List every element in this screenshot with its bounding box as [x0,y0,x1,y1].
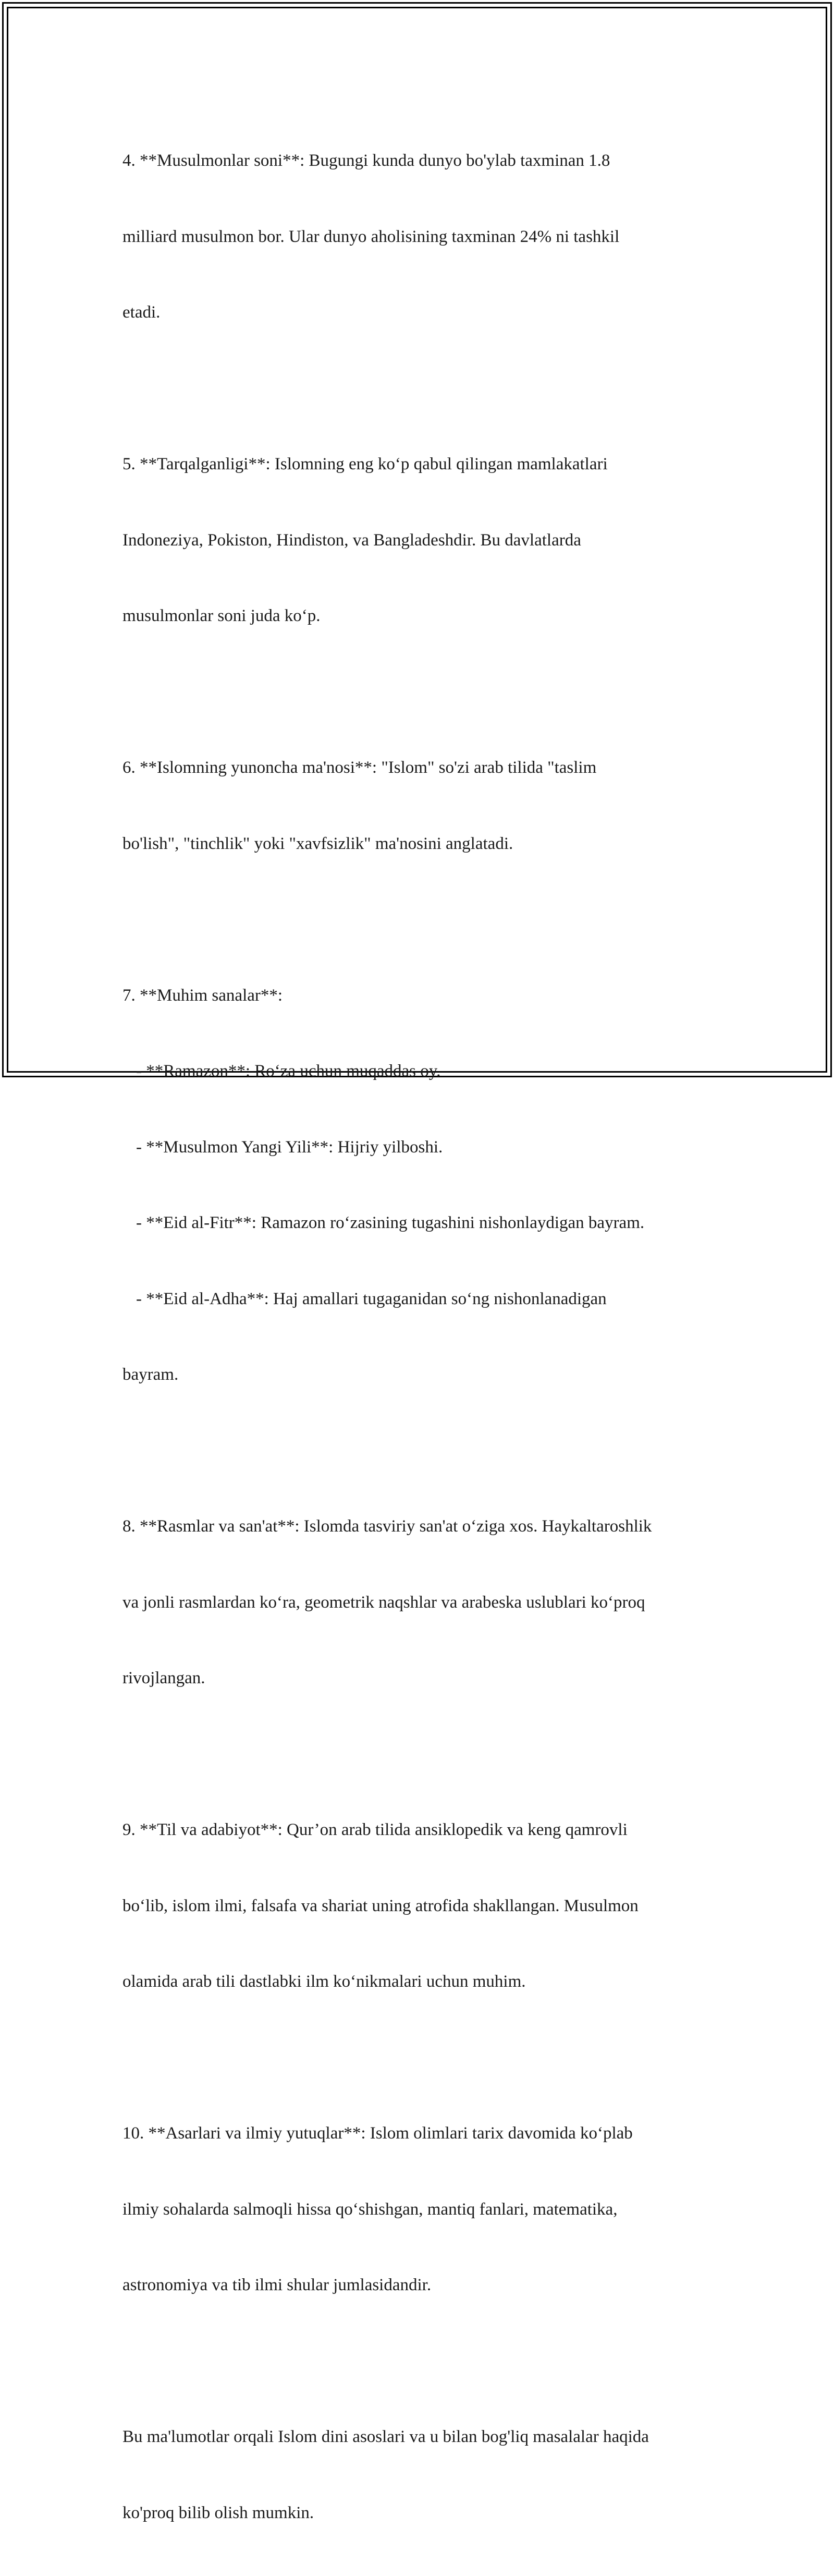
text-line: 9. **Til va adabiyot**: Qur’on arab tilida ansiklopedik va keng qamrovli [122,1820,628,1839]
text-line: bo'lish", "tinchlik" yoki "xavfsizlik" ma'nosini anglatadi. [122,834,513,853]
paragraph-distribution [122,401,722,679]
paragraph-art [122,1463,722,1742]
paragraph-conclusion [122,2374,722,2576]
text-line: bayram. [122,1365,179,1384]
text-line: va jonli rasmlardan ko‘ra, geometrik naqshlar va arabeska uslublari ko‘proq [122,1593,645,1612]
paragraph-scientific-achievements [122,2070,722,2349]
list-item: - **Eid al-Adha**: Haj amallari tugaganidan so‘ng nishonlanadigan [136,1289,607,1308]
text-line: milliard musulmon bor. Ular dunyo aholisining taxminan 24% ni tashkil [122,227,620,246]
document-body [122,98,722,2576]
text-line: Indoneziya, Pokiston, Hindiston, va Bangladeshdir. Bu davlatlarda [122,530,581,550]
text-line: 8. **Rasmlar va san'at**: Islomda tasviriy san'at o‘ziga xos. Haykaltaroshlik [122,1517,652,1536]
paragraph-language-literature [122,1767,722,2045]
paragraph-important-dates [122,932,722,1438]
list-item: - **Eid al-Fitr**: Ramazon ro‘zasining tugashini nishonlaydigan bayram. [136,1213,645,1232]
text-line: ko'proq bilib olish mumkin. [122,2503,314,2522]
text-line: 6. **Islomning yunoncha ma'nosi**: "Islom" so'zi arab tilida "taslim [122,758,597,777]
text-line: 4. **Musulmonlar soni**: Bugungi kunda dunyo bo'ylab taxminan 1.8 [122,151,610,170]
text-line: 10. **Asarlari va ilmiy yutuqlar**: Islom olimlari tarix davomida ko‘plab [122,2124,633,2143]
list-item: - **Musulmon Yangi Yili**: Hijriy yilboshi. [136,1137,443,1157]
list-heading: 7. **Muhim sanalar**: [122,986,283,1005]
text-line: rivojlangan. [122,1669,205,1687]
text-line: astronomiya va tib ilmi shular jumlasidandir. [122,2276,432,2294]
text-line: musulmonlar soni juda ko‘p. [122,606,321,625]
text-line: etadi. [122,303,161,322]
text-line: ilmiy sohalarda salmoqli hissa qo‘shishgan, mantiq fanlari, matematika, [122,2200,618,2219]
paragraph-muslim-population [122,98,722,376]
text-line: olamida arab tili dastlabki ilm ko‘nikmalari uchun muhim. [122,1972,526,1991]
text-line: Bu ma'lumotlar orqali Islom dini asoslari va u bilan bog'liq masalalar haqida [122,2427,649,2446]
text-line: bo‘lib, islom ilmi, falsafa va shariat uning atrofida shakllangan. Musulmon [122,1896,639,1915]
text-line: 5. **Tarqalganligi**: Islomning eng ko‘p qabul qilingan mamlakatlari [122,455,608,473]
paragraph-meaning [122,704,722,907]
list-item: - **Ramazon**: Ro‘za uchun muqaddas oy. [136,1062,441,1080]
